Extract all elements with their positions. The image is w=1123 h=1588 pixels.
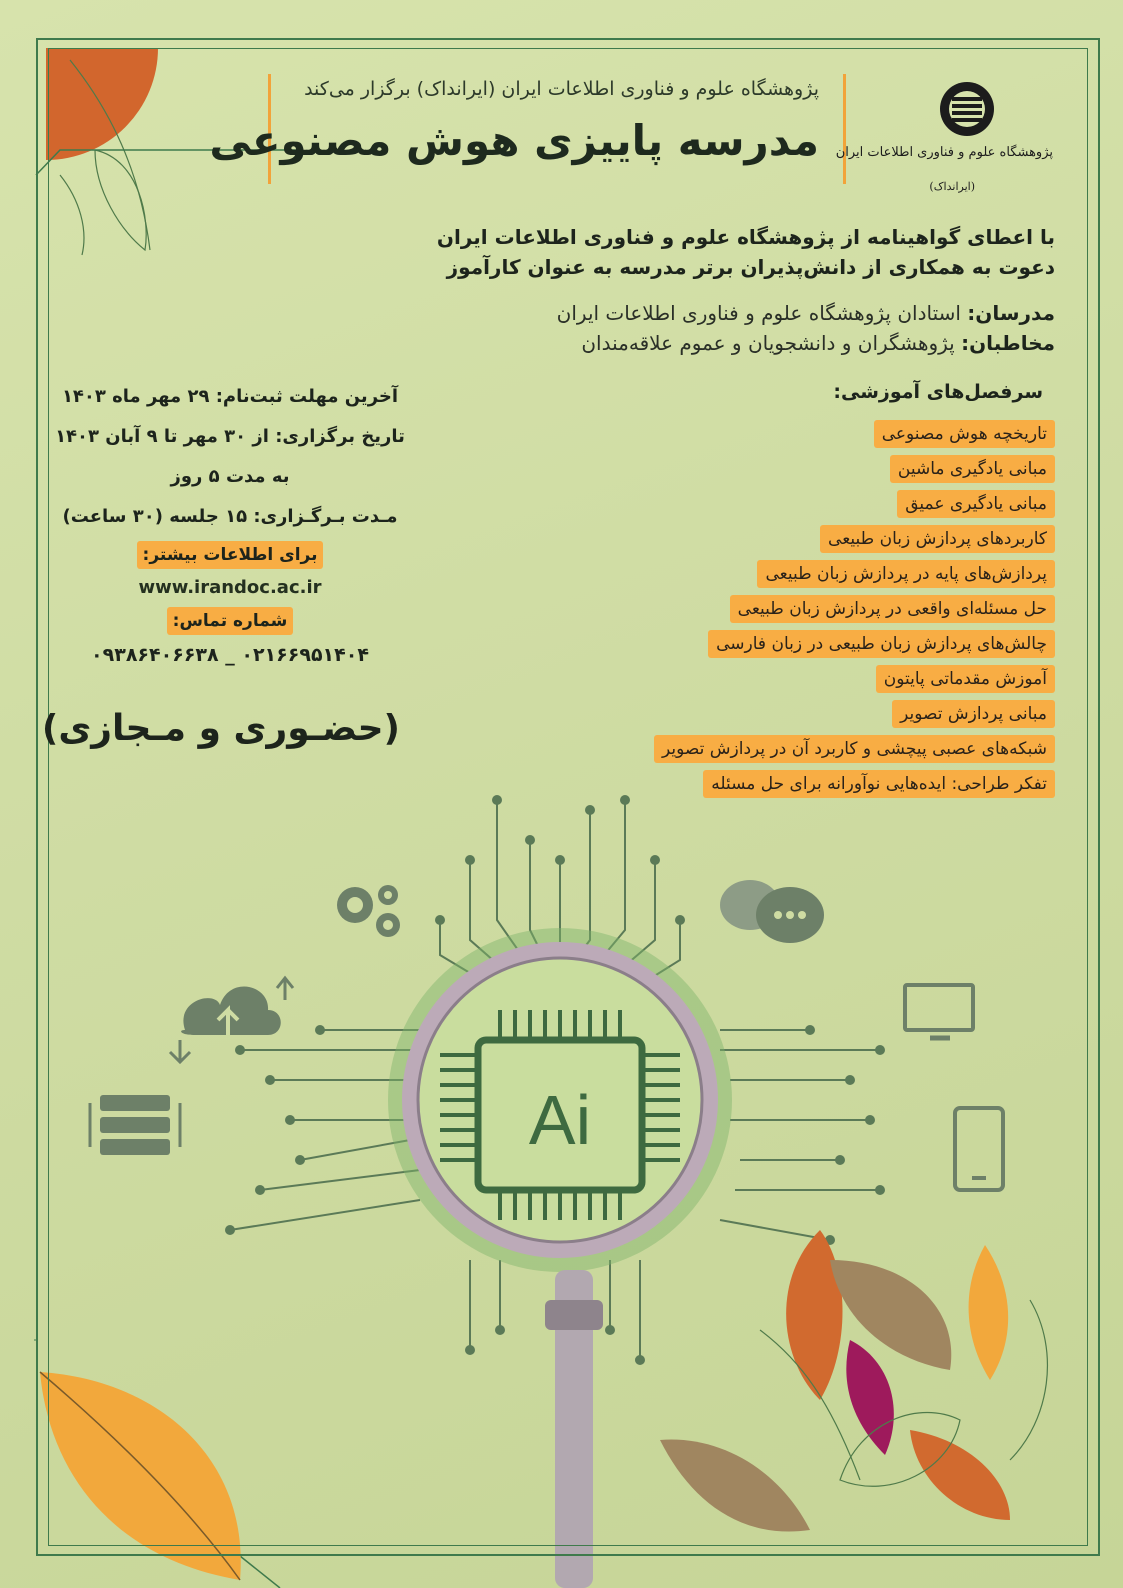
chip-label: Ai: [528, 1081, 592, 1159]
intro-line-internship: دعوت به همکاری از دانش‌پذیران برتر مدرسه به عنوان کارآموز: [446, 255, 1055, 279]
logo-name: پژوهشگاه علوم و فناوری اطلاعات ایران: [835, 145, 1053, 160]
topic-item: مبانی یادگیری عمیق: [897, 490, 1055, 518]
topics-title: سرفصل‌های آموزشی:: [833, 381, 1043, 403]
schedule-contact-column: [40, 377, 420, 675]
topic-item: پردازش‌های پایه در پردازش زبان طبیعی: [757, 560, 1055, 588]
phone-numbers: ۰۲۱۶۶۹۵۱۴۰۴ _ ۰۹۳۸۶۴۰۶۶۳۸: [91, 644, 369, 666]
registration-deadline: آخرین مهلت ثبت‌نام: ۲۹ مهر ماه ۱۴۰۳: [61, 386, 399, 407]
irandoc-logo-icon: [938, 80, 996, 138]
teachers-value: استادان پژوهشگاه علوم و فناوری اطلاعات ایران: [556, 301, 961, 325]
more-info-label: برای اطلاعات بیشتر:: [137, 541, 324, 569]
event-duration: به مدت ۵ روز: [170, 466, 290, 487]
website-link[interactable]: www.irandoc.ac.ir: [138, 577, 322, 598]
event-sessions: مـدت بـرگـزاری: ۱۵ جلسه (۳۰ ساعت): [62, 506, 398, 527]
intro-text: [437, 222, 1055, 282]
topic-item: مبانی یادگیری ماشین: [890, 455, 1055, 483]
attendance-mode: (حضـوری و مـجازی): [41, 708, 400, 749]
topic-item: حل مسئله‌ای واقعی در پردازش زبان طبیعی: [730, 595, 1055, 623]
topic-item: چالش‌های پردازش زبان طبیعی در زبان فارسی: [708, 630, 1055, 658]
topic-item: شبکه‌های عصبی پیچشی و کاربرد آن در پردازش تصویر: [654, 735, 1055, 763]
topic-item: تاریخچه هوش مصنوعی: [874, 420, 1055, 448]
topic-item: کاربردهای پردازش زبان طبیعی: [820, 525, 1055, 553]
people-info: [557, 298, 1055, 358]
topics-list: [654, 420, 1055, 798]
phone-label: شماره تماس:: [167, 607, 294, 635]
logo-short-name: (ایرانداک): [929, 180, 975, 193]
topic-item: آموزش مقدماتی پایتون: [876, 665, 1055, 693]
audience-value: پژوهشگران و دانشجویان و عموم علاقه‌مندان: [581, 331, 955, 355]
teachers-label: مدرسان:: [967, 301, 1055, 325]
audience-row: [557, 328, 1055, 358]
event-dates: تاریخ برگزاری: از ۳۰ مهر تا ۹ آبان ۱۴۰۳: [55, 426, 405, 447]
intro-line-certificate: با اعطای گواهینامه از پژوهشگاه علوم و فناوری اطلاعات ایران: [436, 225, 1055, 249]
topic-item: تفکر طراحی: ایده‌هایی نوآورانه برای حل مسئله: [703, 770, 1055, 798]
page-title: مدرسه‌ پاییزی هوش‌ مصنوعی: [209, 116, 819, 165]
organizer-subtitle: پژوهشگاه علوم و فناوری اطلاعات ایران (ایرانداک) برگزار می‌کند: [304, 78, 819, 100]
teachers-row: [557, 298, 1055, 328]
topic-item: مبانی پردازش تصویر: [892, 700, 1055, 728]
audience-label: مخاطبان:: [961, 331, 1055, 355]
